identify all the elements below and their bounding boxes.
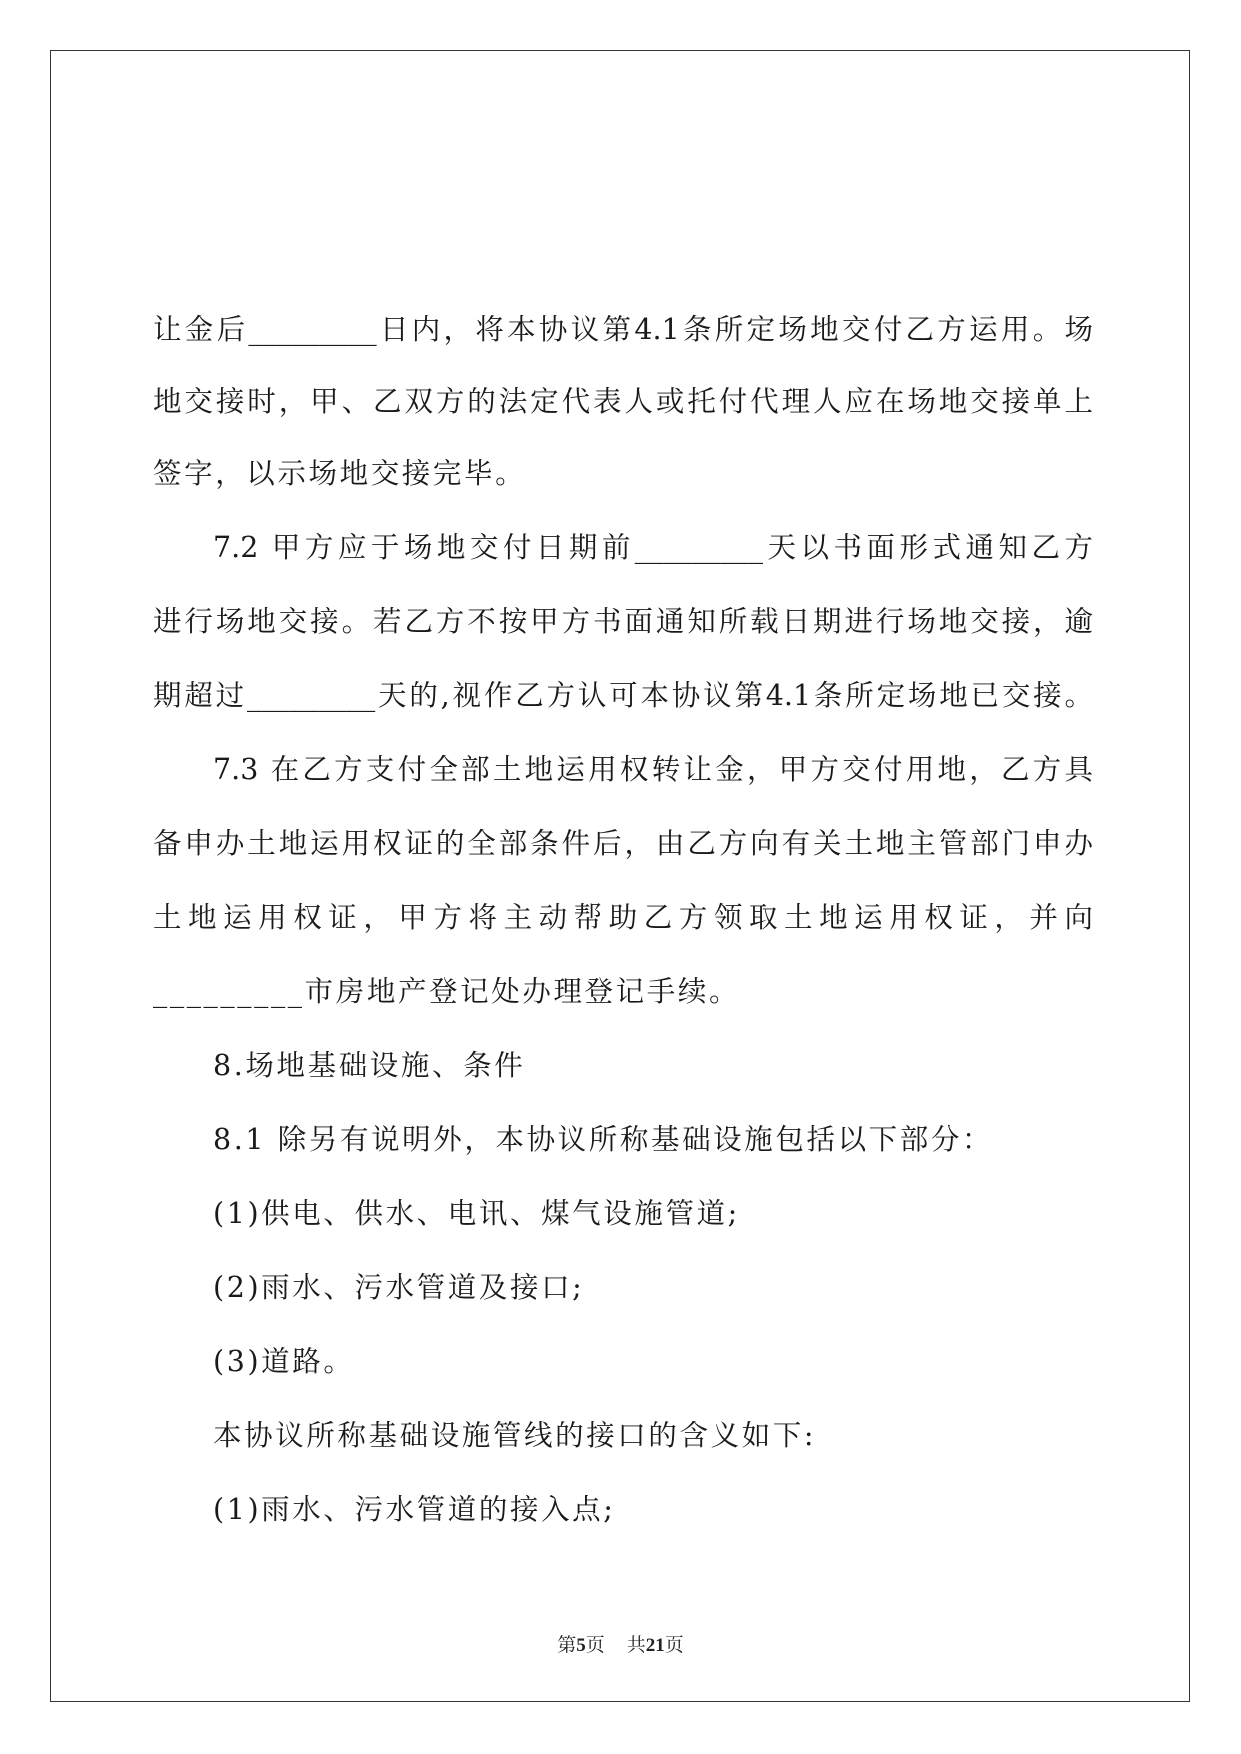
text-line: 签字，以示场地交接完毕。 — [153, 457, 527, 490]
text-line: 期超过_________天的,视作乙方认可本协议第4.1条所定场地已交接。 — [153, 679, 1093, 712]
list-item: (2)雨水、污水管道及接口; — [213, 1271, 585, 1304]
total-suffix: 页 — [664, 1634, 684, 1656]
text-line: 7.3 在乙方支付全部土地运用权转让金，甲方交付用地，乙方具 — [213, 753, 1093, 786]
text-line: 进行场地交接。若乙方不按甲方书面通知所载日期进行场地交接，逾 — [153, 605, 1093, 638]
text-line: 7.2 甲方应于场地交付日期前_________天以书面形式通知乙方 — [213, 531, 1093, 564]
list-item: (3)道路。 — [213, 1345, 355, 1378]
text-line: 8.1 除另有说明外，本协议所称基础设施包括以下部分： — [213, 1123, 994, 1156]
page-number: 5 — [576, 1635, 586, 1656]
page-footer — [0, 1633, 1241, 1658]
total-prefix: 共 — [626, 1634, 646, 1656]
text-line: 土地运用权证，甲方将主动帮助乙方领取土地运用权证，并向 — [153, 901, 1093, 934]
text-line: 备申办土地运用权证的全部条件后，由乙方向有关土地主管部门申办 — [153, 827, 1093, 860]
page-prefix: 第 — [557, 1634, 577, 1656]
text-line: 本协议所称基础设施管线的接口的含义如下: — [213, 1419, 817, 1452]
section-heading: 8.场地基础设施、条件 — [213, 1049, 526, 1082]
list-item: (1)供电、供水、电讯、煤气设施管道; — [213, 1197, 740, 1230]
text-line: 让金后_________日内，将本协议第4.1条所定场地交付乙方运用。场 — [153, 313, 1093, 346]
list-item: (1)雨水、污水管道的接入点; — [213, 1493, 616, 1526]
text-line: 地交接时，甲、乙双方的法定代表人或托付代理人应在场地交接单上 — [153, 385, 1093, 418]
text-line: _________市房地产登记处办理登记手续。 — [153, 975, 741, 1008]
total-pages: 21 — [645, 1635, 665, 1656]
page-suffix: 页 — [585, 1634, 605, 1656]
